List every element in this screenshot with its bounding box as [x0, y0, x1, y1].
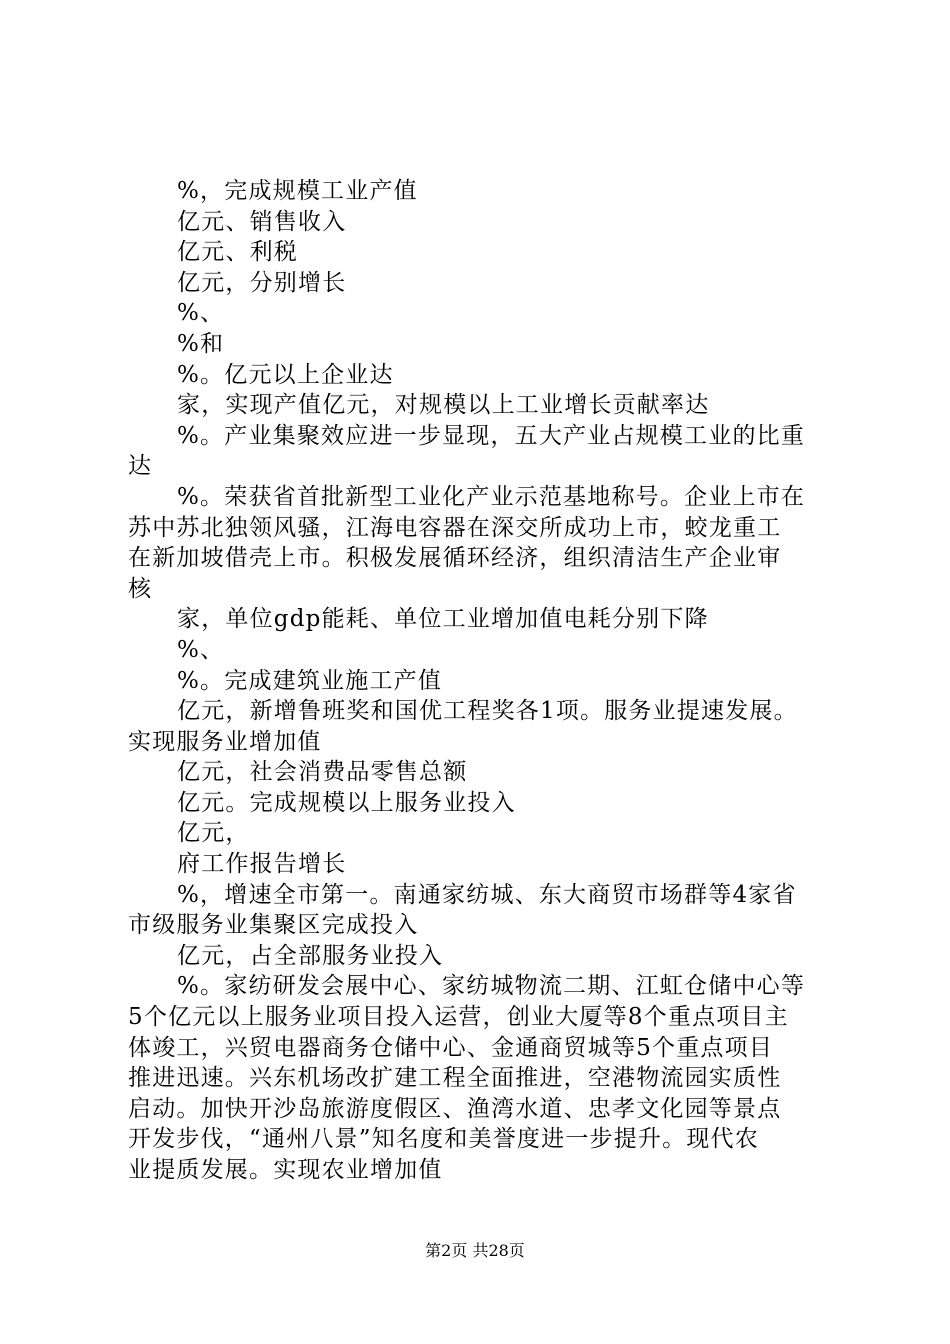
text-line: 亿元。完成规模以上服务业投入 — [177, 789, 516, 816]
document-body — [128, 176, 840, 1186]
text-line: 5个亿元以上服务业项目投入运营，创业大厦等8个重点项目主 — [128, 1004, 789, 1031]
text-line: 业提质发展。实现农业增加值 — [128, 1157, 443, 1183]
text-line: %。亿元以上企业达 — [177, 361, 394, 388]
text-line: %。荣获省首批新型工业化产业示范基地称号。企业上市在 — [177, 483, 806, 510]
text-line: %。完成建筑业施工产值 — [177, 667, 443, 694]
text-line: 核 — [128, 575, 153, 602]
text-line: 市级服务业集聚区完成投入 — [128, 912, 419, 939]
text-line: %。产业集聚效应进一步显现，五大产业占规模工业的比重 — [177, 422, 806, 449]
text-line: 亿元、销售收入 — [177, 208, 347, 235]
text-line: 亿元、利税 — [177, 239, 298, 266]
text-line: 家，实现产值亿元，对规模以上工业增长贡献率达 — [177, 392, 710, 419]
text-line: 亿元，分别增长 — [177, 269, 347, 296]
text-line: %、 — [177, 300, 225, 327]
text-line: %，增速全市第一。南通家纺城、东大商贸市场群等4家省 — [177, 881, 797, 908]
text-line: 亿元，占全部服务业投入 — [177, 942, 444, 969]
text-line: %和 — [177, 330, 225, 357]
text-line: %，完成规模工业产值 — [177, 178, 418, 204]
page-number-footer: 第2页 共28页 — [425, 1241, 525, 1260]
text-line: 亿元，社会消费品零售总额 — [177, 759, 468, 786]
text-line: 府工作报告增长 — [177, 851, 347, 878]
text-line: 达 — [128, 453, 153, 480]
text-line: %、 — [177, 636, 225, 663]
text-line: 推进迅速。兴东机场改扩建工程全面推进，空港物流园实质性 — [128, 1065, 782, 1092]
text-line: 苏中苏北独领风骚，江海电容器在深交所成功上市，蛟龙重工 — [128, 514, 782, 541]
text-line: 体竣工，兴贸电器商务仓储中心、金通商贸城等5个重点项目 — [128, 1034, 774, 1061]
text-line: 家，单位gdp能耗、单位工业增加值电耗分别下降 — [177, 606, 709, 633]
text-line: 在新加坡借壳上市。积极发展循环经济，组织清洁生产企业审 — [128, 545, 782, 572]
text-line: 实现服务业增加值 — [128, 728, 322, 755]
text-line: %。家纺研发会展中心、家纺城物流二期、江虹仓储中心等 — [177, 973, 806, 1000]
text-line: 亿元，新增鲁班奖和国优工程奖各1项。服务业提速发展。 — [177, 698, 798, 725]
text-line: 亿元， — [177, 820, 250, 847]
text-line: 启动。加快开沙岛旅游度假区、渔湾水道、忠孝文化园等景点 — [128, 1095, 782, 1122]
text-line: 开发步伐，“通州八景”知名度和美誉度进一步提升。现代农 — [128, 1126, 759, 1153]
